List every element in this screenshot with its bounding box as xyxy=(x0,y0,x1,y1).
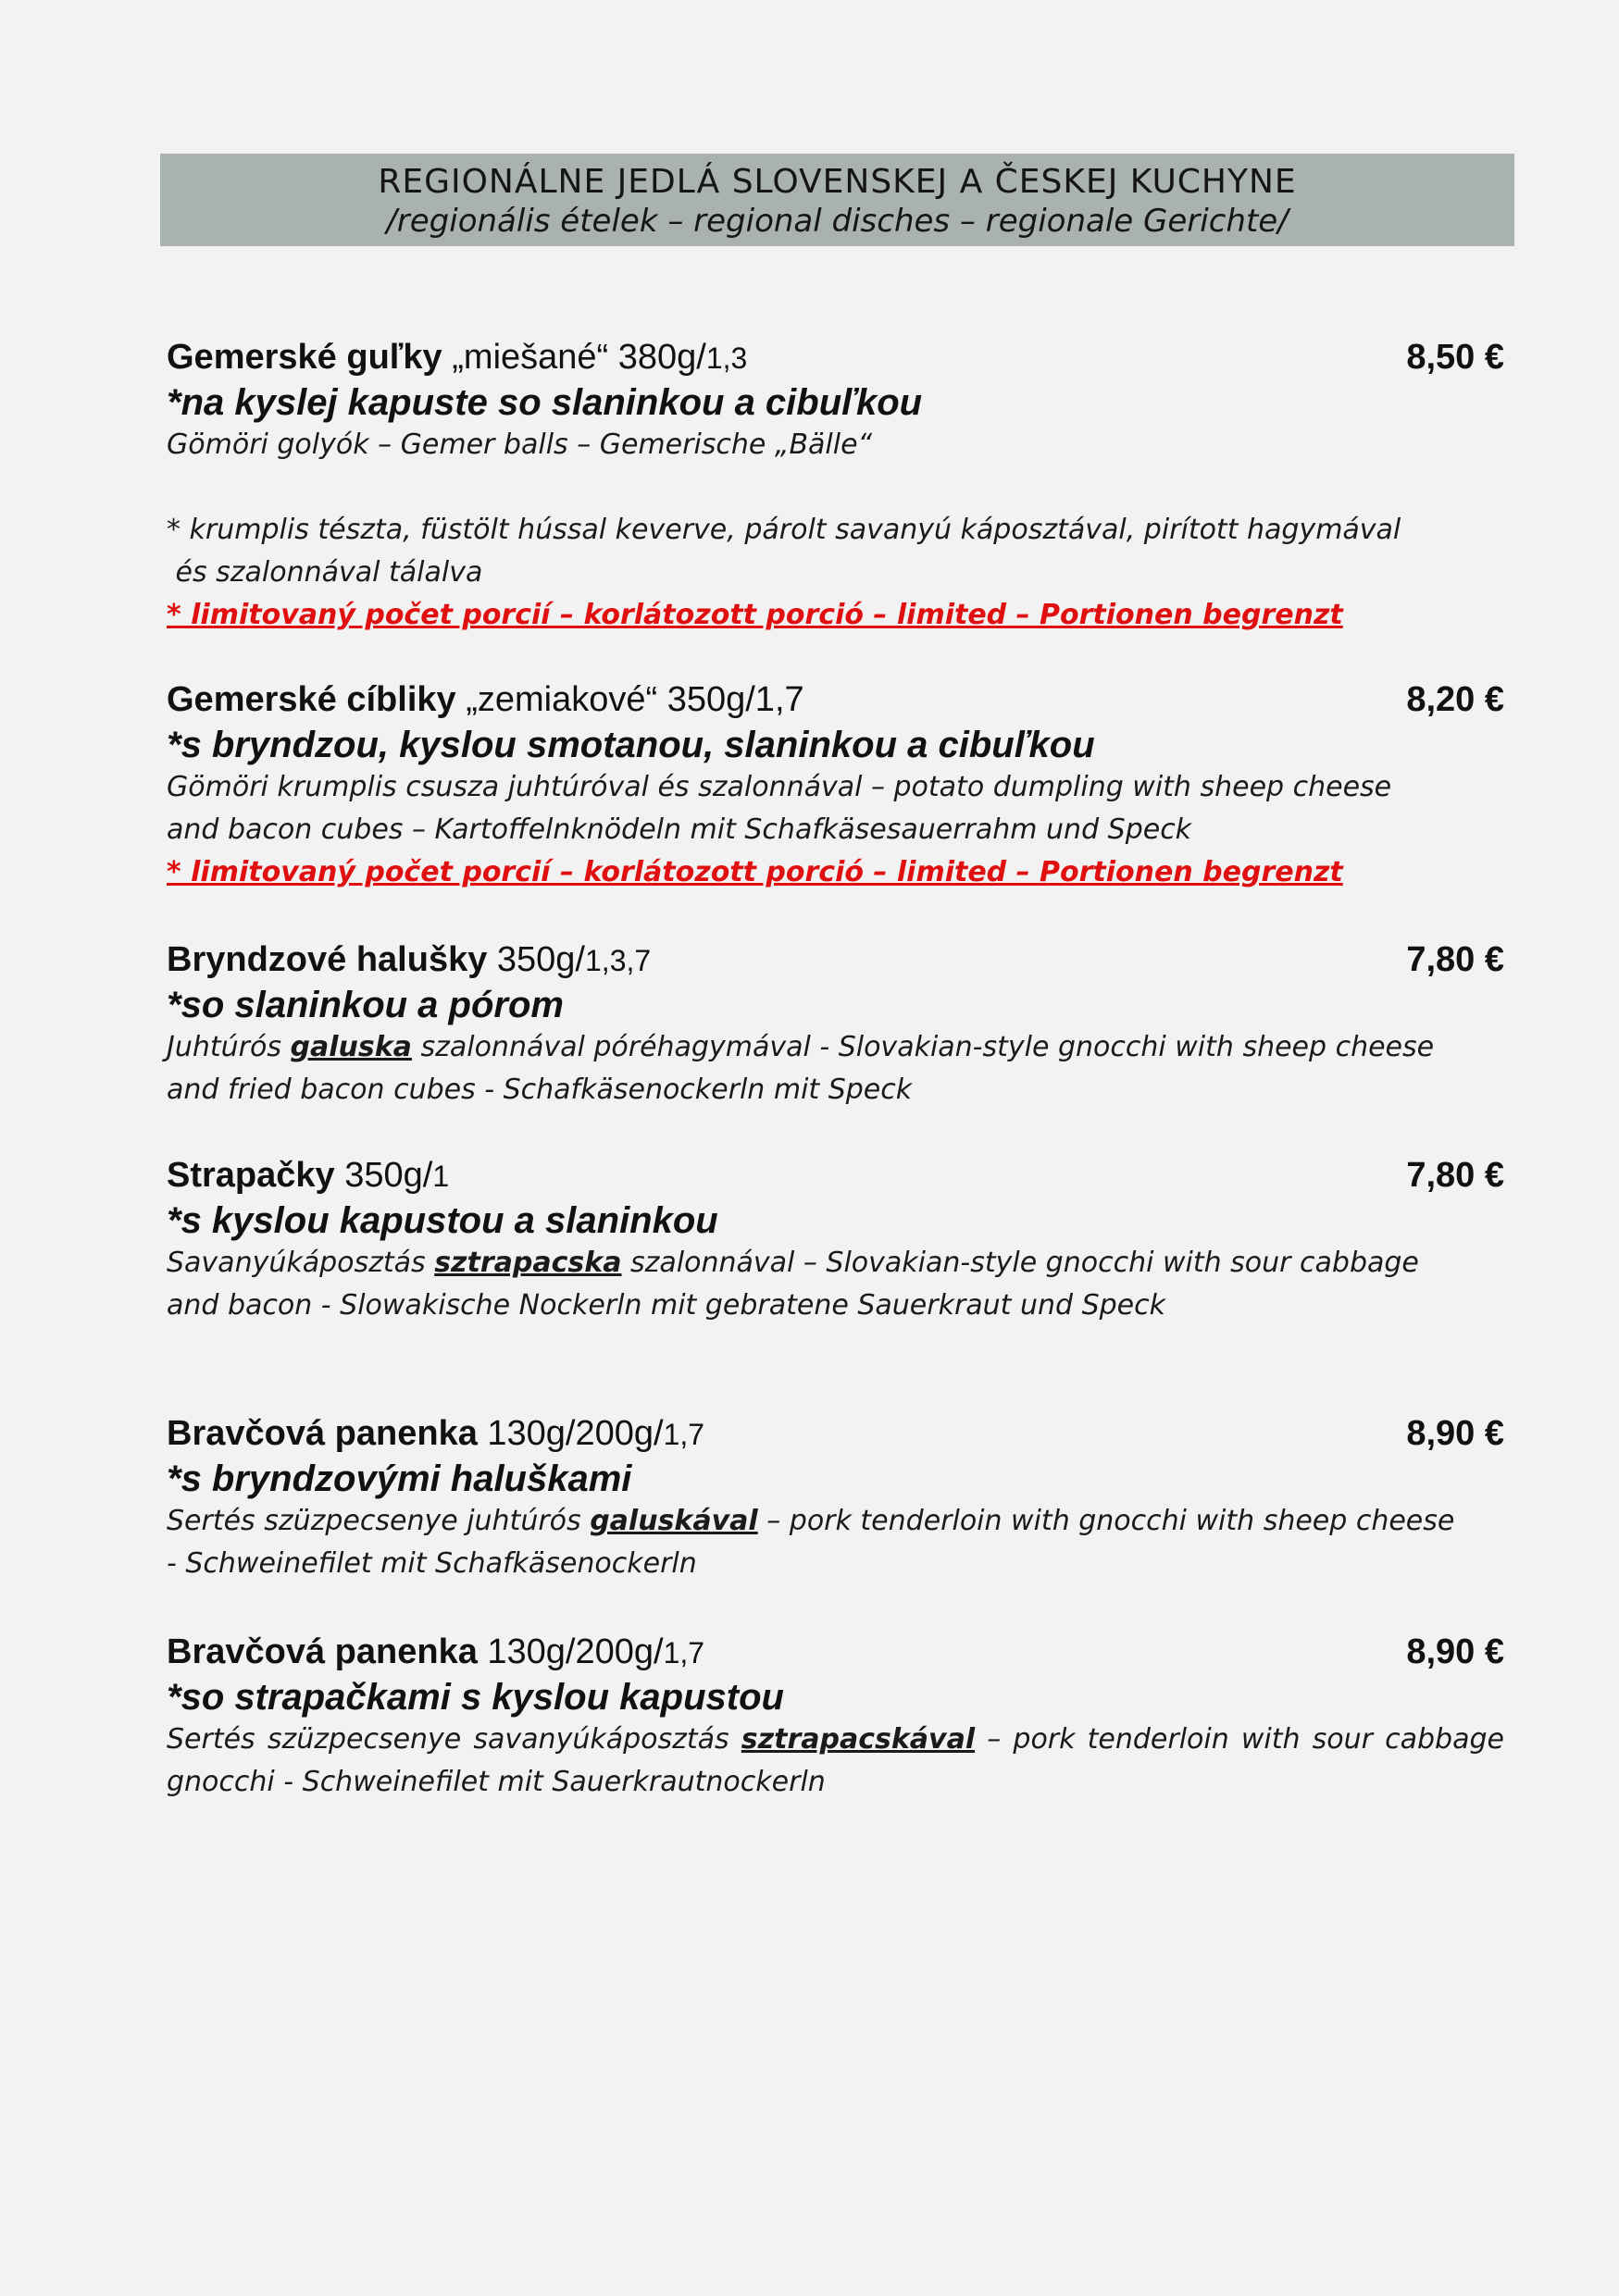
dish-description-cont: és szalonnával tálalva xyxy=(167,556,483,589)
dish-allergens: 1 xyxy=(432,1160,450,1193)
dish-translation-cont: and fried bacon cubes - Schafkäsenockerln mit Speck xyxy=(167,1074,913,1106)
dish-translation-cont: and bacon - Slowakische Nockerln mit gebratene Sauerkraut und Speck xyxy=(167,1289,1165,1322)
dish-spec: „zemiakové“ 350g/1,7 xyxy=(455,680,804,719)
dish-price: 8,50 € xyxy=(1406,338,1504,377)
dish-translation-cont: - Schweinefilet mit Schafkäsenockerln xyxy=(167,1547,697,1580)
dish-translation: Gömöri krumplis csusza juhtúróval és szalonnával – potato dumpling with sheep cheese xyxy=(167,771,1392,803)
menu-item-bravcova-panenka-halusky xyxy=(167,1409,1504,1585)
dish-subtitle: *s kyslou kapustou a slaninkou xyxy=(167,1200,718,1241)
dish-price: 7,80 € xyxy=(1406,1156,1504,1195)
desc-part: szalonnával – Slovakian-style gnocchi with sour cabbage xyxy=(621,1247,1419,1279)
limited-notice: * limitovaný počet porcií – korlátozott porció – limited – Portionen begrenzt xyxy=(167,856,1343,888)
dish-name: Bryndzové halušky xyxy=(167,940,488,979)
dish-spec: 350g/ xyxy=(334,1156,433,1195)
dish-translation xyxy=(167,1242,1504,1285)
dish-name: Strapačky xyxy=(167,1156,335,1195)
dish-subtitle: *na kyslej kapuste so slaninkou a cibuľkou xyxy=(167,382,923,423)
dish-translation xyxy=(167,1719,1504,1761)
desc-part: – pork tenderloin with gnocchi with sheep cheese xyxy=(757,1505,1455,1537)
section-header xyxy=(160,154,1514,246)
dish-name: Bravčová panenka xyxy=(167,1414,478,1453)
limited-notice: * limitovaný počet porcií – korlátozott porció – limited – Portionen begrenzt xyxy=(167,599,1343,631)
dish-spec: 130g/200g/ xyxy=(477,1632,664,1671)
dish-price: 8,90 € xyxy=(1406,1632,1504,1671)
dish-price: 7,80 € xyxy=(1406,940,1504,979)
desc-part: Savanyúkáposztás xyxy=(167,1247,435,1279)
dish-name: Gemerské guľky xyxy=(167,338,442,377)
dish-spec: „miešané“ 380g/ xyxy=(442,338,706,377)
dish-spec: 350g/ xyxy=(487,940,585,979)
menu-item-bryndzove-halusky xyxy=(167,936,1504,1111)
dish-name-line xyxy=(167,940,651,979)
dish-description: * krumplis tészta, füstölt hússal keverve, párolt savanyú káposztával, pirított hagymával xyxy=(167,514,1401,546)
dish-translation-cont: and bacon cubes – Kartoffelnknödeln mit Schafkäsesauerrahm und Speck xyxy=(167,813,1192,846)
desc-part: szalonnával póréhagymával - Slovakian-style gnocchi with sheep cheese xyxy=(411,1031,1435,1063)
dish-price: 8,90 € xyxy=(1406,1414,1504,1453)
desc-highlight: galuska xyxy=(290,1031,412,1063)
dish-price: 8,20 € xyxy=(1406,680,1504,719)
section-subtitle: /regionális ételek – regional disches – regionale Gerichte/ xyxy=(386,203,1289,240)
dish-allergens: 1,3,7 xyxy=(585,944,652,977)
desc-part: Sertés szüzpecsenye juhtúrós xyxy=(167,1505,591,1537)
dish-name-line xyxy=(167,680,804,719)
dish-translation xyxy=(167,1500,1504,1543)
section-title: REGIONÁLNE JEDLÁ SLOVENSKEJ A ČESKEJ KUCHYNE xyxy=(378,163,1297,201)
desc-highlight: sztrapacska xyxy=(434,1247,622,1279)
dish-subtitle: *s bryndzovými haluškami xyxy=(167,1458,632,1499)
desc-part: Sertés szüzpecsenye savanyúkáposztás xyxy=(167,1723,741,1756)
dish-translation: Gömöri golyók – Gemer balls – Gemerische „Bälle“ xyxy=(167,428,873,461)
menu-item-bravcova-panenka-strapacky xyxy=(167,1628,1504,1804)
dish-name-line xyxy=(167,1632,704,1671)
dish-name: Bravčová panenka xyxy=(167,1632,478,1671)
dish-translation xyxy=(167,1026,1504,1069)
dish-subtitle: *so strapačkami s kyslou kapustou xyxy=(167,1677,784,1718)
dish-translation-cont: gnocchi - Schweinefilet mit Sauerkrautnockerln xyxy=(167,1766,826,1798)
desc-part: – pork tenderloin with sour cabbage xyxy=(975,1723,1504,1756)
menu-item-strapacky xyxy=(167,1151,1504,1327)
dish-allergens: 1,7 xyxy=(663,1418,705,1451)
dish-name-line xyxy=(167,1156,449,1195)
desc-highlight: sztrapacskával xyxy=(741,1723,976,1756)
desc-highlight: galuskával xyxy=(590,1505,758,1537)
dish-allergens: 1,3 xyxy=(705,341,748,375)
menu-item-gemerske-gulky xyxy=(167,333,1504,637)
dish-name: Gemerské cíbliky xyxy=(167,680,456,719)
dish-name-line xyxy=(167,1414,704,1453)
desc-part: Juhtúrós xyxy=(167,1031,291,1063)
dish-allergens: 1,7 xyxy=(663,1636,705,1669)
menu-item-gemerske-cibliky xyxy=(167,676,1504,894)
dish-name-line xyxy=(167,338,747,377)
dish-subtitle: *so slaninkou a pórom xyxy=(167,985,564,1025)
dish-subtitle: *s bryndzou, kyslou smotanou, slaninkou a cibuľkou xyxy=(167,725,1095,765)
dish-spec: 130g/200g/ xyxy=(477,1414,664,1453)
